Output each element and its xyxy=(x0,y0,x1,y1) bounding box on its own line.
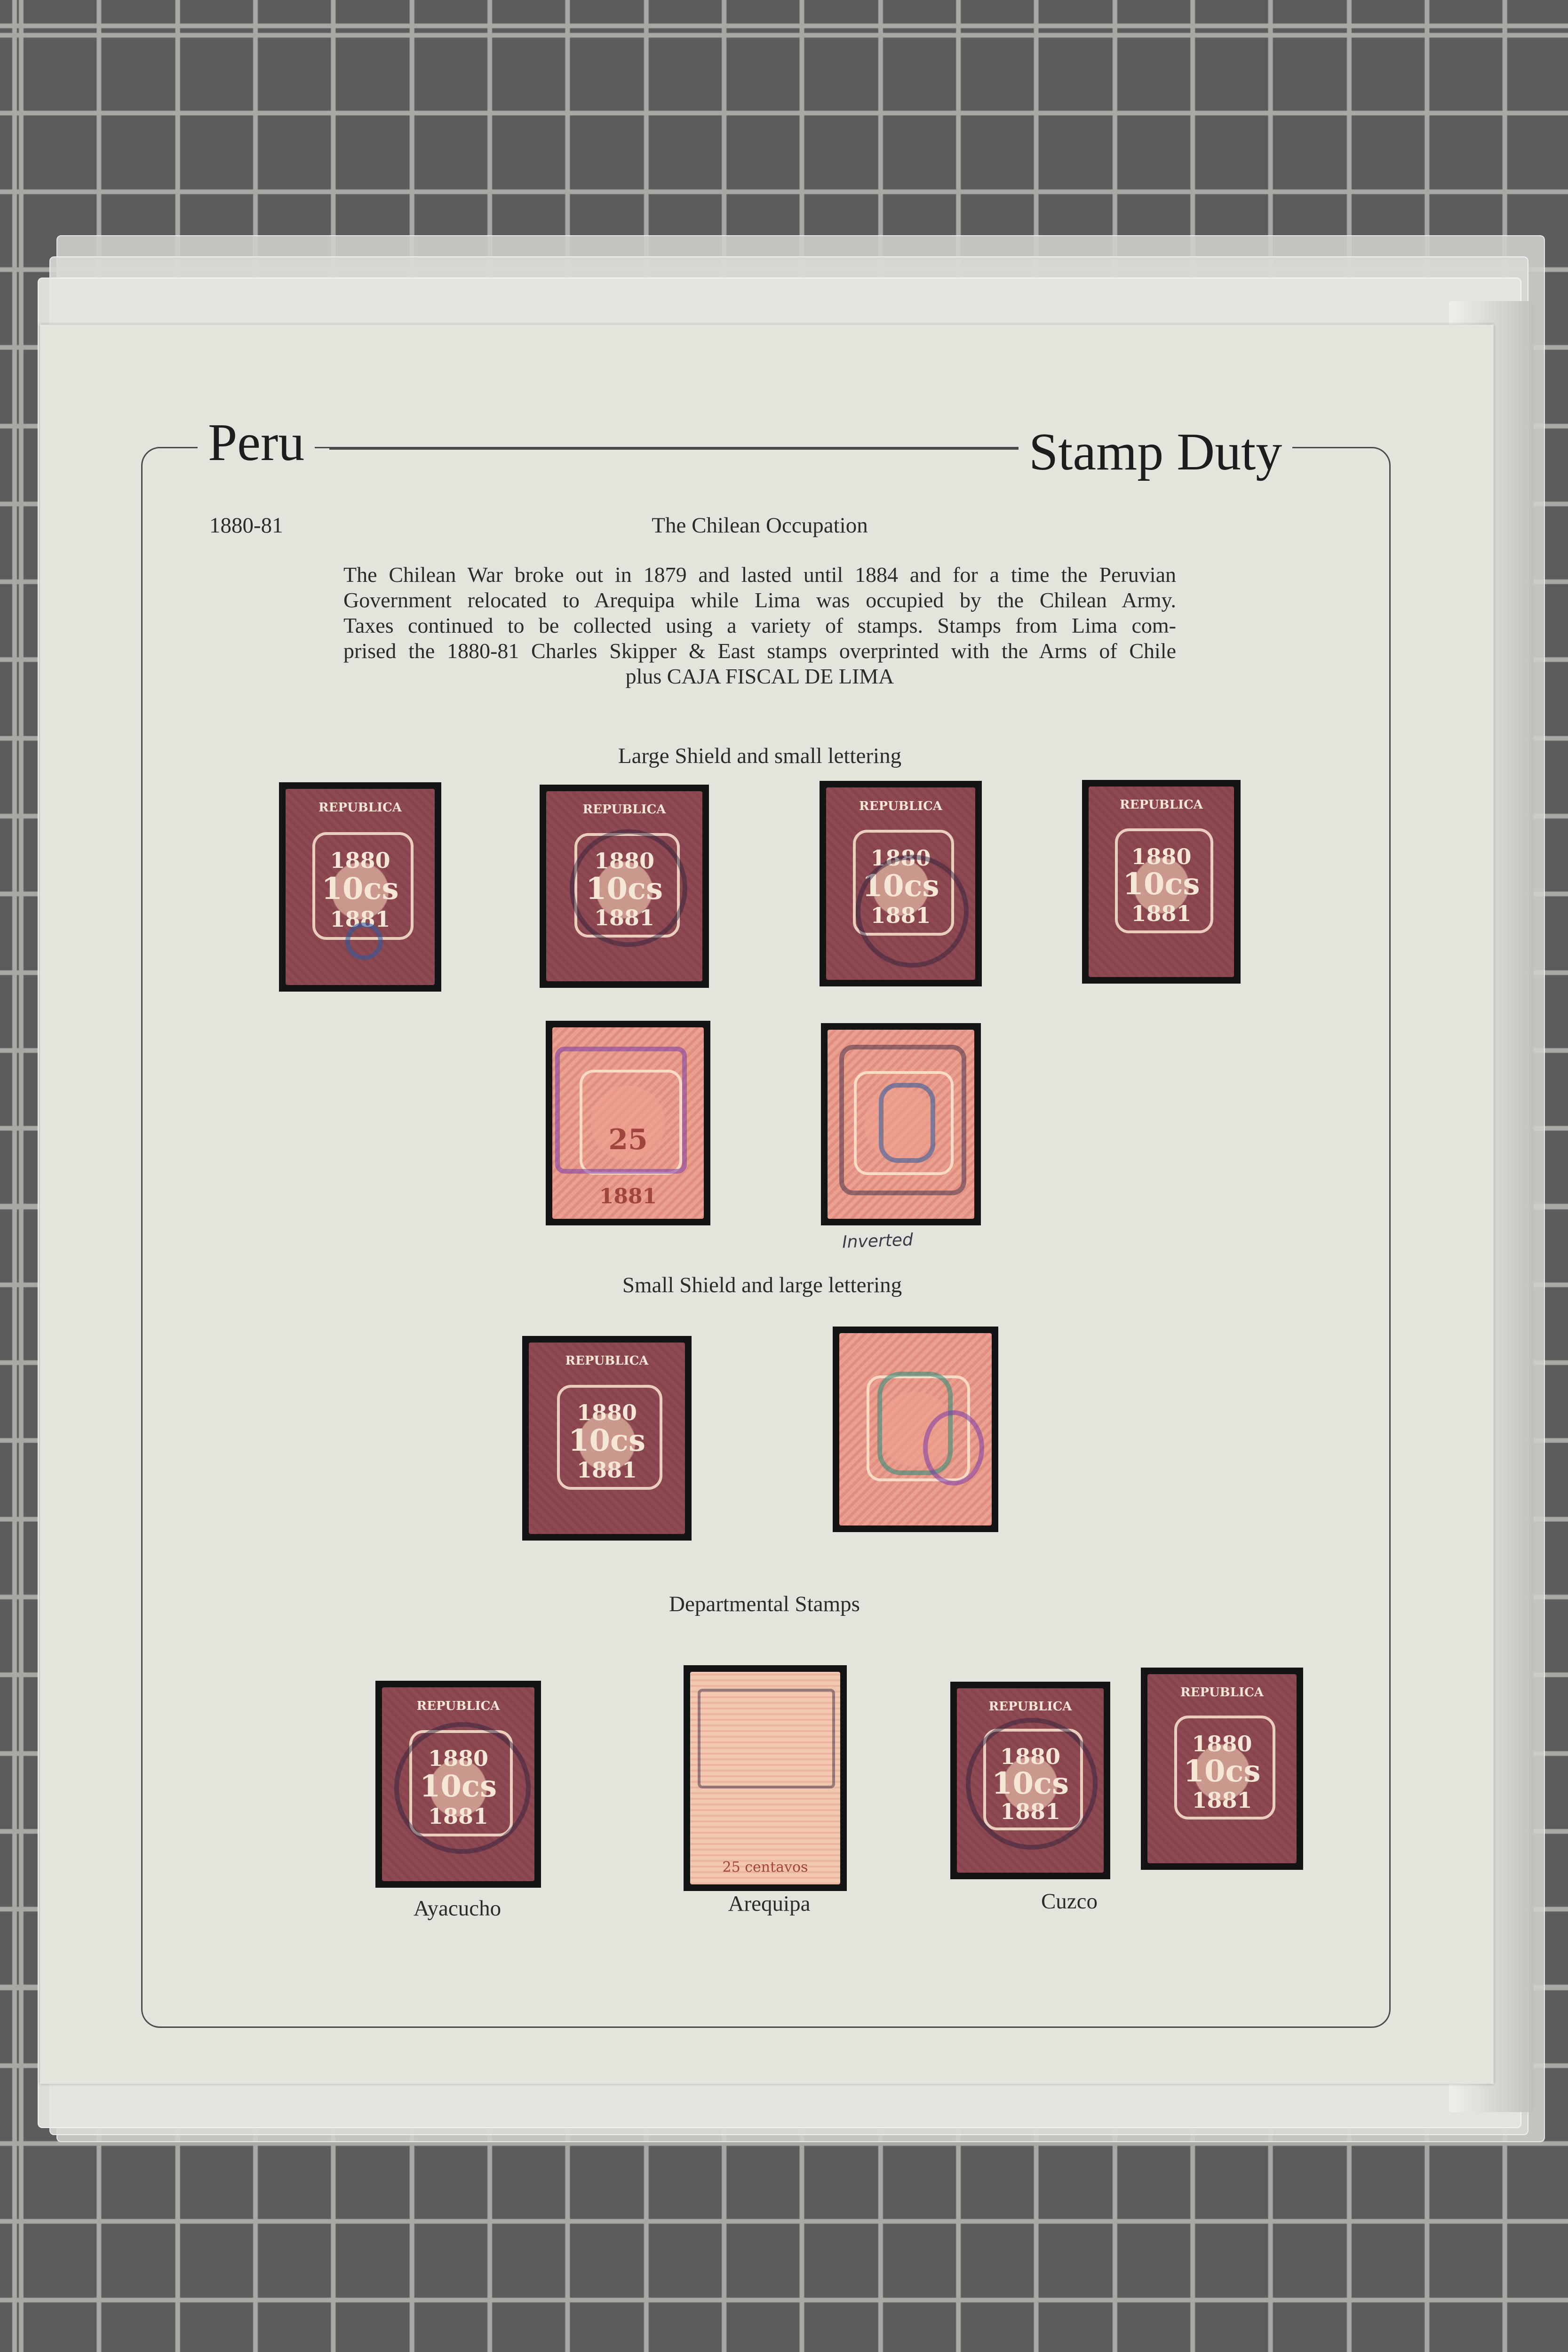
stamp-image xyxy=(552,1027,704,1219)
stamp-image xyxy=(690,1672,840,1884)
page-title-right: Stamp Duty xyxy=(1019,426,1292,478)
purple-cancel xyxy=(923,1410,984,1486)
stamp-republica-text: REPUBLICA xyxy=(582,803,666,817)
group-heading-small-shield: Small Shield and large lettering xyxy=(622,1273,902,1297)
stamp-year-top: 1880 xyxy=(330,848,390,874)
stamp-image xyxy=(957,1688,1104,1873)
circular-cancel xyxy=(570,829,687,947)
stamp-value: 10cs xyxy=(1122,866,1200,902)
caption-ayacucho: Ayacucho xyxy=(413,1896,501,1921)
stamp-large-shield-2 xyxy=(540,785,709,988)
stamp-image xyxy=(826,787,975,980)
caption-arequipa: Arequipa xyxy=(728,1891,811,1916)
page-title-left: Peru xyxy=(198,416,315,469)
stamp-large-shield-6-inverted xyxy=(821,1023,981,1225)
stamp-image xyxy=(839,1333,992,1526)
group-heading-large-shield: Large Shield and small lettering xyxy=(618,744,902,768)
stamp-large-shield-3 xyxy=(820,781,982,986)
stamp-year-bottom: 1881 xyxy=(599,1184,657,1208)
stamp-value: 25 centavos xyxy=(722,1859,808,1875)
section-heading: The Chilean Occupation xyxy=(652,513,868,538)
stamp-value: 10cs xyxy=(585,871,663,906)
stamp-year-top: 1880 xyxy=(428,1745,489,1771)
blue-overprint xyxy=(345,922,383,960)
handwritten-note-inverted: Inverted xyxy=(842,1230,914,1252)
stamp-year-top: 1880 xyxy=(576,1400,637,1426)
description-line-1: The Chilean War broke out in 1879 and lasted until 1884 and for a time the Peruvian xyxy=(343,563,1176,587)
stamp-arequipa xyxy=(684,1665,847,1891)
stamp-large-shield-4 xyxy=(1082,780,1241,984)
description-line-3: Taxes continued to be collected using a variety of stamps. Stamps from Lima com- xyxy=(343,613,1176,637)
description-line-5: plus CAJA FISCAL DE LIMA xyxy=(625,664,894,688)
arequipa-line-cancel xyxy=(698,1689,835,1788)
stamp-cuzco-1 xyxy=(950,1682,1110,1879)
stamp-republica-text: REPUBLICA xyxy=(1180,1685,1264,1700)
stamp-republica-text: REPUBLICA xyxy=(318,801,402,815)
stamp-value: 10cs xyxy=(568,1422,646,1458)
stamp-republica-text: REPUBLICA xyxy=(565,1354,649,1368)
stamp-image xyxy=(382,1687,534,1881)
stamp-image xyxy=(286,789,435,985)
stamp-year-top: 1880 xyxy=(594,848,655,874)
stamp-year-bottom: 1881 xyxy=(1192,1788,1252,1813)
stamp-image xyxy=(1089,787,1234,977)
stamp-small-shield-2 xyxy=(833,1327,998,1532)
stamp-year-bottom: 1881 xyxy=(594,905,655,931)
stamp-year-bottom: 1881 xyxy=(428,1804,489,1829)
stamp-value: 10cs xyxy=(991,1765,1069,1801)
cuzco-oval-cancel xyxy=(966,1718,1098,1850)
stamp-year-top: 1880 xyxy=(1192,1731,1252,1756)
stamp-small-shield-1 xyxy=(522,1336,692,1541)
stamp-cuzco-2 xyxy=(1141,1668,1303,1870)
stamp-image xyxy=(1147,1674,1297,1863)
date-range: 1880-81 xyxy=(209,513,283,538)
stamp-republica-text: REPUBLICA xyxy=(859,799,942,813)
stamp-image xyxy=(529,1343,685,1534)
box-cancel xyxy=(839,1045,966,1195)
stamp-value: 10cs xyxy=(1183,1753,1261,1789)
stamp-large-shield-1 xyxy=(279,782,441,992)
stamp-ayacucho xyxy=(375,1681,541,1888)
stamp-year-bottom: 1881 xyxy=(870,903,931,929)
caption-cuzco: Cuzco xyxy=(1041,1889,1098,1914)
stamp-value: 10cs xyxy=(862,868,939,904)
stamp-year-bottom: 1881 xyxy=(330,906,390,932)
stamp-year-bottom: 1881 xyxy=(1000,1799,1061,1825)
stamp-large-shield-5 xyxy=(546,1021,710,1225)
purple-cancel xyxy=(555,1047,687,1174)
circular-cancel xyxy=(856,855,969,968)
stamp-image xyxy=(546,791,702,981)
stamp-republica-text: REPUBLICA xyxy=(1120,798,1203,812)
title-rule xyxy=(329,448,1026,450)
stamp-value: 10cs xyxy=(419,1769,497,1804)
stamp-year-top: 1880 xyxy=(870,845,931,871)
stamp-year-top: 1880 xyxy=(1000,1743,1061,1769)
stamp-republica-text: REPUBLICA xyxy=(988,1699,1072,1714)
stamp-value: 25 xyxy=(608,1123,648,1156)
stamp-value: 10cs xyxy=(321,871,399,907)
description-line-2: Government relocated to Arequipa while Lima was occupied by the Chilean Army. xyxy=(343,588,1176,612)
stamp-year-bottom: 1881 xyxy=(576,1457,637,1483)
stamp-year-bottom: 1881 xyxy=(1131,901,1192,926)
group-heading-departmental: Departmental Stamps xyxy=(669,1592,860,1616)
section-description xyxy=(343,562,1176,689)
description-line-4: prised the 1880-81 Charles Skipper & East stamps overprinted with the Arms of Chile xyxy=(343,639,1176,663)
stamp-image xyxy=(828,1030,974,1219)
stamp-year-top: 1880 xyxy=(1131,843,1192,869)
ayacucho-oval-cancel xyxy=(394,1722,531,1854)
stamp-republica-text: REPUBLICA xyxy=(416,1699,500,1713)
